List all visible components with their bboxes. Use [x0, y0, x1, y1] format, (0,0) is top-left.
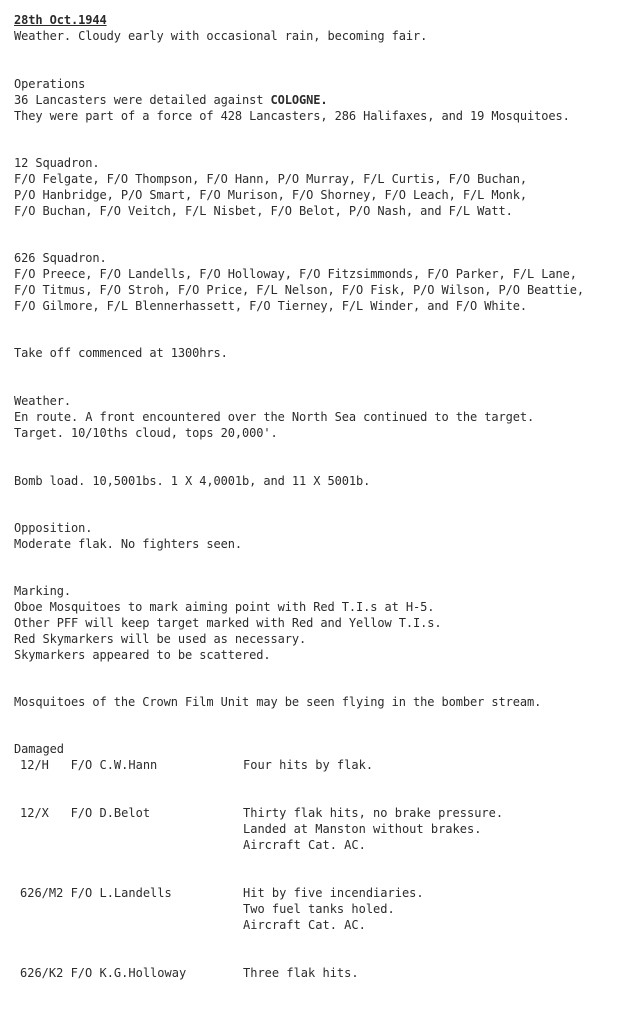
damage-note: Four hits by flak.	[243, 758, 374, 772]
damaged-heading: Damaged	[14, 742, 64, 756]
squadron-626-crew-line: F/O Gilmore, F/L Blennerhassett, F/O Tierney, F/L Winder, and F/O White.	[14, 299, 527, 313]
operations-target: COLOGNE.	[270, 93, 328, 107]
damage-note: Three flak hits.	[243, 966, 359, 980]
squadron-12-crew-line: F/O Felgate, F/O Thompson, F/O Hann, P/O Murray, F/L Curtis, F/O Buchan,	[14, 172, 527, 186]
squadron-626-heading: 626 Squadron.	[14, 251, 107, 265]
operations-force-line: They were part of a force of 428 Lancasters, 286 Halifaxes, and 19 Mosquitoes.	[14, 109, 570, 123]
operations-detail-line	[14, 92, 328, 108]
marking-line: Skymarkers appeared to be scattered.	[14, 648, 271, 662]
weather-enroute: En route. A front encountered over the North Sea continued to the target.	[14, 410, 535, 424]
marking-line: Red Skymarkers will be used as necessary.	[14, 632, 307, 646]
damaged-aircraft: 626/M2 F/O L.Landells	[20, 886, 172, 900]
opposition-heading: Opposition.	[14, 521, 93, 535]
weather-summary: Weather. Cloudy early with occasional rain, becoming fair.	[14, 29, 428, 43]
opposition-detail: Moderate flak. No fighters seen.	[14, 537, 242, 551]
squadron-626-crew-line: F/O Preece, F/O Landells, F/O Holloway, F/O Fitzsimmonds, F/O Parker, F/L Lane,	[14, 267, 577, 281]
damage-note: Hit by five incendiaries.	[243, 886, 424, 900]
damaged-aircraft: 626/K2 F/O K.G.Holloway	[20, 966, 187, 980]
squadron-12-crew-line: P/O Hanbridge, P/O Smart, F/O Murison, F/O Shorney, F/O Leach, F/L Monk,	[14, 188, 527, 202]
operations-heading: Operations	[14, 77, 86, 91]
bomb-load: Bomb load. 10,5001bs. 1 X 4,0001b, and 11 X 5001b.	[14, 474, 371, 488]
damage-note: Aircraft Cat. AC.	[243, 838, 366, 852]
squadron-12-heading: 12 Squadron.	[14, 156, 100, 170]
damage-note: Aircraft Cat. AC.	[243, 918, 366, 932]
damage-note: Landed at Manston without brakes.	[243, 822, 482, 836]
operations-detail-prefix: 36 Lancasters were detailed against	[14, 93, 271, 107]
date-heading: 28th Oct.1944	[14, 13, 107, 27]
squadron-626-crew-line: F/O Titmus, F/O Stroh, F/O Price, F/L Nelson, F/O Fisk, P/O Wilson, P/O Beattie,	[14, 283, 584, 297]
damage-note: Thirty flak hits, no brake pressure.	[243, 806, 504, 820]
weather-heading: Weather.	[14, 394, 71, 408]
squadron-12-crew-line: F/O Buchan, F/O Veitch, F/L Nisbet, F/O Belot, P/O Nash, and F/L Watt.	[14, 204, 513, 218]
weather-target: Target. 10/10ths cloud, tops 20,000'.	[14, 426, 278, 440]
marking-heading: Marking.	[14, 584, 71, 598]
marking-line: Other PFF will keep target marked with Red and Yellow T.I.s.	[14, 616, 442, 630]
marking-line: Oboe Mosquitoes to mark aiming point with Red T.I.s at H-5.	[14, 600, 435, 614]
damaged-aircraft: 12/H F/O C.W.Hann	[20, 758, 158, 772]
damage-note: Two fuel tanks holed.	[243, 902, 395, 916]
damaged-aircraft: 12/X F/O D.Belot	[20, 806, 151, 820]
film-unit-note: Mosquitoes of the Crown Film Unit may be seen flying in the bomber stream.	[14, 695, 542, 709]
takeoff-time: Take off commenced at 1300hrs.	[14, 346, 228, 360]
